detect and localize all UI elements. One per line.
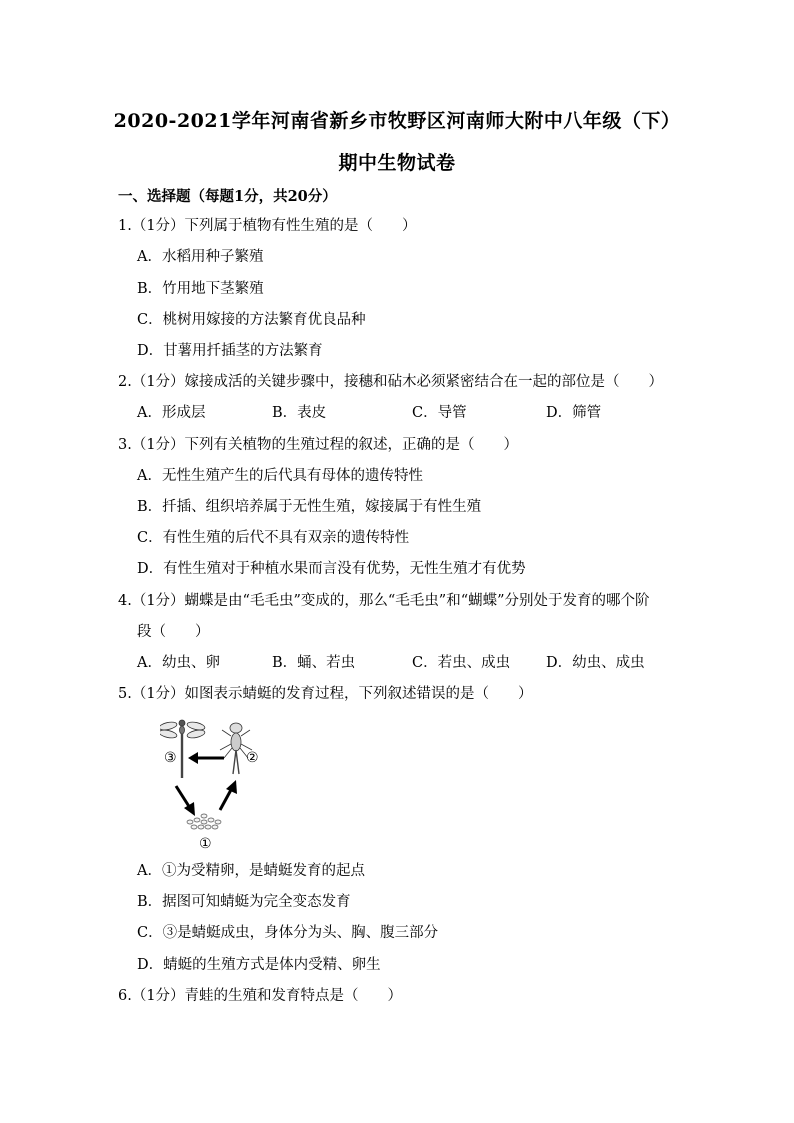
question-5-stem: 5.（1分）如图表示蜻蜓的发育过程，下列叙述错误的是（ ） (118, 686, 533, 702)
section-heading: 一、选择题（每题1分，共20分） (118, 188, 337, 205)
nymph-drawing (220, 723, 252, 774)
arrow-nymph-to-adult (188, 752, 224, 764)
question-1-option-c: C．桃树用嫁接的方法繁育优良品种 (137, 312, 366, 328)
question-4-option-a: A．幼虫、卵 (137, 655, 220, 671)
figure-label-1: ① (199, 836, 212, 852)
figure-label-2: ② (246, 750, 259, 766)
question-2-option-b: B．表皮 (272, 405, 327, 421)
question-5-option-b: B．据图可知蜻蜓为完全变态发育 (137, 894, 351, 910)
question-1-option-a: A．水稻用种子繁殖 (137, 249, 264, 265)
arrow-egg-to-nymph (220, 780, 237, 810)
question-1-option-b: B．竹用地下茎繁殖 (137, 281, 264, 297)
question-2-option-a: A．形成层 (137, 405, 206, 421)
question-3-option-b: B．扦插、组织培养属于无性生殖，嫁接属于有性生殖 (137, 499, 482, 515)
question-5-option-d: D．蜻蜓的生殖方式是体内受精、卵生 (137, 957, 381, 973)
question-1-option-d: D．甘薯用扦插茎的方法繁育 (137, 343, 323, 359)
eggs-drawing (187, 814, 221, 829)
question-2-option-c: C．导管 (412, 405, 467, 421)
question-5-option-c: C．③是蜻蜓成虫，身体分为头、胸、腹三部分 (137, 925, 439, 941)
question-4-option-b: B．蛹、若虫 (272, 655, 356, 671)
exam-title-line2: 期中生物试卷 (338, 152, 456, 174)
question-4-option-d: D．幼虫、成虫 (546, 655, 645, 671)
question-6-stem: 6.（1分）青蛙的生殖和发育特点是（ ） (118, 988, 403, 1004)
question-3-stem: 3.（1分）下列有关植物的生殖过程的叙述，正确的是（ ） (118, 437, 519, 453)
question-3-option-c: C．有性生殖的后代不具有双亲的遗传特性 (137, 530, 410, 546)
question-3-option-d: D．有性生殖对于种植水果而言没有优势，无性生殖才有优势 (137, 561, 526, 577)
question-4-stem-line2: 段（ ） (137, 624, 210, 640)
figure-label-3: ③ (164, 750, 177, 766)
question-2-option-d: D．筛管 (546, 405, 602, 421)
question-4-option-c: C．若虫、成虫 (412, 655, 511, 671)
question-4-stem-line1: 4.（1分）蝴蝶是由“毛毛虫”变成的，那么“毛毛虫”和“蝴蝶”分别处于发育的哪个阶 (118, 593, 650, 609)
arrow-adult-to-egg (176, 786, 195, 816)
dragonfly-life-cycle-figure (160, 712, 280, 862)
question-2-stem: 2.（1分）嫁接成活的关键步骤中，接穗和砧木必须紧密结合在一起的部位是（ ） (118, 374, 664, 390)
exam-title-line1: 2020-2021学年河南省新乡市牧野区河南师大附中八年级（下） (113, 110, 681, 132)
adult-dragonfly-drawing (160, 720, 206, 778)
question-3-option-a: A．无性生殖产生的后代具有母体的遗传特性 (137, 468, 423, 484)
question-1-stem: 1.（1分）下列属于植物有性生殖的是（ ） (118, 218, 417, 234)
question-5-option-a: A．①为受精卵，是蜻蜓发育的起点 (137, 863, 365, 879)
